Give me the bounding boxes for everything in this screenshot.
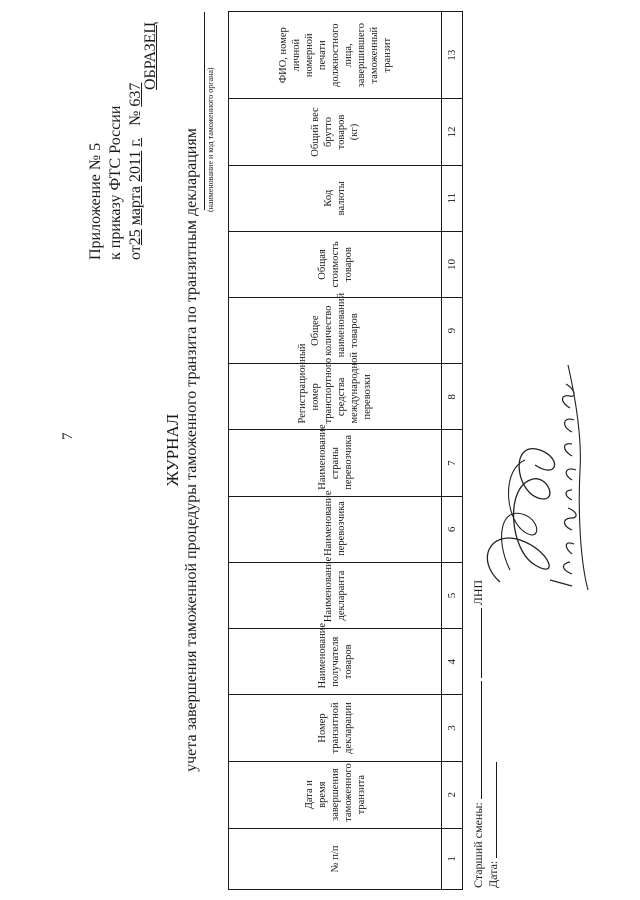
- appendix-date-month: марта: [127, 186, 144, 226]
- column-number: 3: [442, 695, 463, 761]
- lnp-line: [470, 608, 482, 678]
- table-number-row: [442, 12, 463, 890]
- org-name-line: [204, 12, 205, 210]
- column-number: 13: [442, 12, 463, 99]
- handwritten-signature: [480, 350, 610, 600]
- column-number: 12: [442, 99, 463, 165]
- column-header: Наименование декларанта: [229, 562, 442, 628]
- column-number: 2: [442, 761, 463, 828]
- appendix-line-3: [126, 83, 146, 260]
- column-header: № п/п: [229, 828, 442, 889]
- signature-drawing: [480, 350, 610, 600]
- column-number: 4: [442, 629, 463, 695]
- appendix-number: 637: [127, 82, 144, 107]
- journal-subtitle: учета завершения таможенной процедуры таможенного транзита по транзитным декларациям: [183, 128, 200, 772]
- column-number: 10: [442, 231, 463, 297]
- column-number: 5: [442, 562, 463, 628]
- sample-label: ОБРАЗЕЦ: [142, 21, 159, 90]
- page-number: 7: [60, 432, 76, 440]
- column-header: Номер транзитной декларации: [229, 695, 442, 761]
- column-header: Наименование страны перевозчика: [229, 430, 442, 496]
- lnp-label: ЛНП: [471, 579, 485, 606]
- journal-title: ЖУРНАЛ: [163, 413, 182, 487]
- appendix-number-label: №: [127, 110, 144, 126]
- column-number: 1: [442, 828, 463, 889]
- senior-shift-label: Старший смены:: [471, 802, 485, 888]
- column-header: ФИО, номер личной номерной печати должностного лица, завершившего таможенный транзит: [229, 12, 442, 99]
- appendix-date-day: 25: [127, 229, 144, 246]
- appendix-date-prefix: от: [127, 245, 144, 260]
- org-name-note: (наименование и код таможенного органа): [206, 67, 215, 212]
- date-row: [485, 580, 500, 888]
- column-number: 8: [442, 364, 463, 430]
- column-number: 6: [442, 496, 463, 562]
- column-header: Наименование получателя товаров: [229, 629, 442, 695]
- column-header: Общая стоимость товаров: [229, 231, 442, 297]
- shift-signoff: [470, 580, 500, 888]
- appendix-line-1: Приложение № 5: [87, 142, 104, 260]
- table-header-row: [229, 12, 442, 890]
- appendix-date-year: 2011: [127, 150, 144, 183]
- senior-shift-row: [470, 580, 485, 888]
- date-line: [485, 762, 497, 858]
- column-number: 7: [442, 430, 463, 496]
- column-header: Регистрационный номер транспортного средства международной перевозки: [229, 364, 442, 430]
- appendix-line-2: к приказу ФТС России: [107, 105, 124, 260]
- column-header: Код валюты: [229, 165, 442, 231]
- appendix-block: [86, 83, 146, 260]
- date-label: Дата:: [486, 860, 500, 888]
- column-header: Наименование перевозчика: [229, 496, 442, 562]
- column-number: 11: [442, 165, 463, 231]
- senior-shift-line: [470, 681, 482, 799]
- column-header: Общее количество наименований товаров: [229, 298, 442, 364]
- appendix-year-suffix: г.: [127, 137, 144, 147]
- column-header: Дата и время завершения таможенного транзита: [229, 761, 442, 828]
- column-number: 9: [442, 298, 463, 364]
- column-header: Общий вес брутто товаров (кг): [229, 99, 442, 165]
- journal-table: [228, 11, 463, 890]
